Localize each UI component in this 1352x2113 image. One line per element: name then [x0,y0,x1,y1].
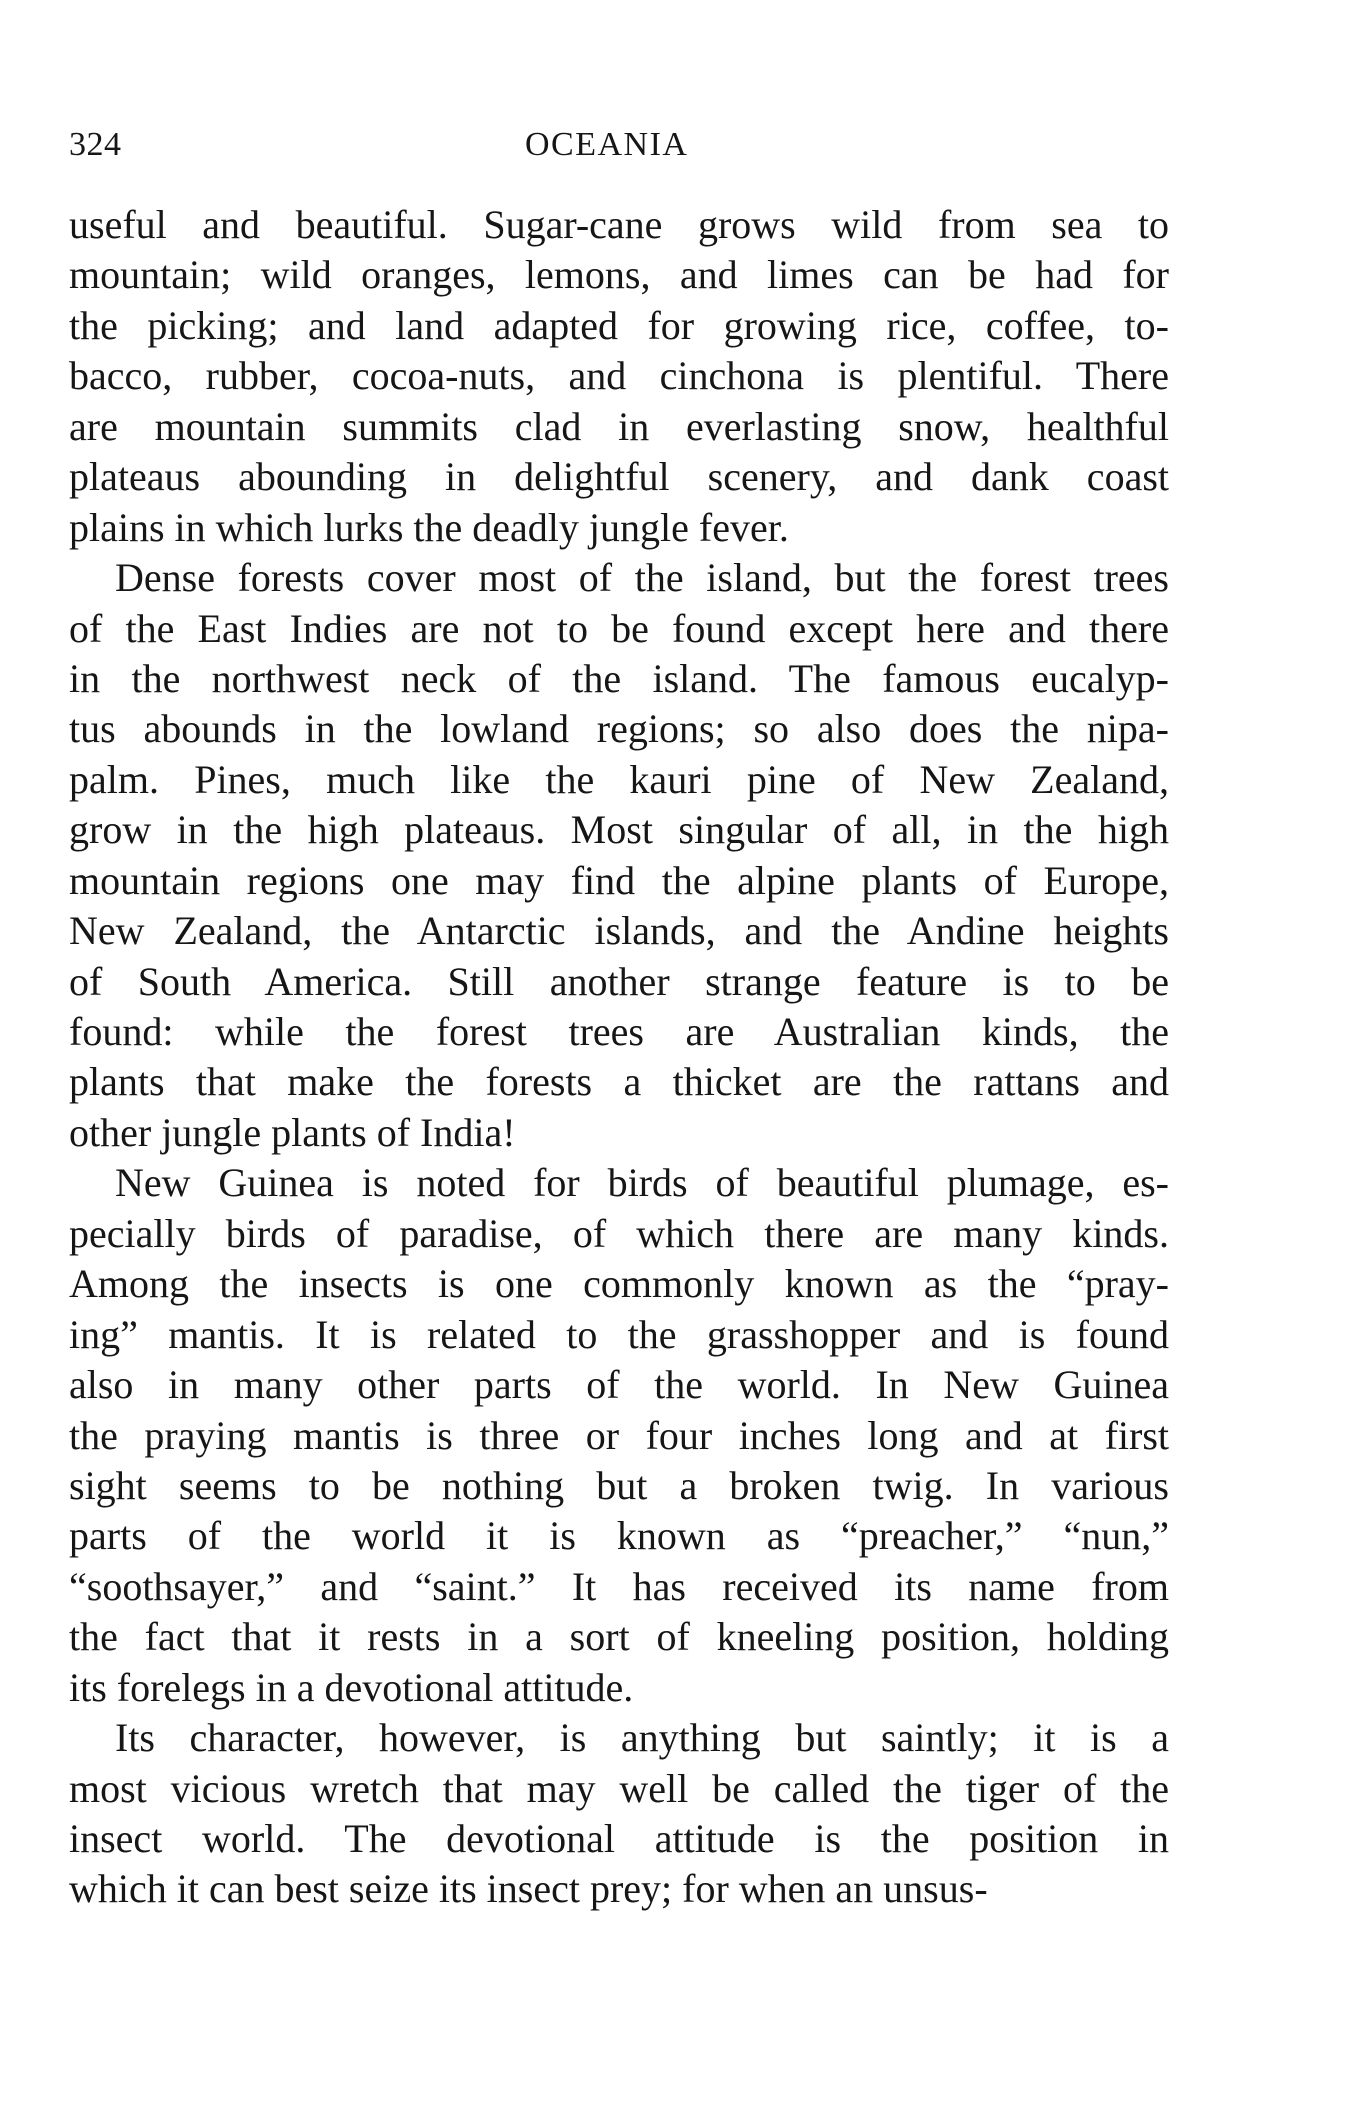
text-line: insect world. The devotional attitude is the position in [69,1816,1169,1861]
text-line: the praying mantis is three or four inches long and at first [69,1412,1169,1458]
text-line: also in many other parts of the world. In New Guinea [69,1362,1169,1408]
text-line: plateaus abounding in delightful scenery, and dank coast [69,454,1169,500]
text-line: grow in the high plateaus. Most singular of all, in the high [69,807,1169,853]
text-line: other jungle plants of India! [69,1109,516,1155]
text-line: mountain; wild oranges, lemons, and limes can be had for [69,252,1169,298]
text-line: of the East Indies are not to be found except here and there [69,605,1169,651]
running-title: OCEANIA [525,126,689,163]
body-text [69,200,1169,1915]
paragraph [69,200,1169,553]
text-line: Among the insects is one commonly known as the “pray- [69,1261,1169,1307]
text-line: plants that make the forests a thicket are the rattans and [69,1059,1169,1105]
text-line: parts of the world it is known as “preacher,” “nun,” [69,1513,1169,1559]
page-header [69,122,1169,168]
paragraph [69,1158,1169,1713]
text-line: Dense forests cover most of the island, but the forest trees [115,555,1169,601]
paragraph [69,553,1169,1158]
text-line: the fact that it rests in a sort of kneeling position, holding [69,1614,1169,1660]
text-line: bacco, rubber, cocoa-nuts, and cinchona is plentiful. There [69,353,1169,399]
text-line: useful and beautiful. Sugar-cane grows wild from sea to [69,202,1169,247]
text-line: ing” mantis. It is related to the grasshopper and is found [69,1311,1169,1357]
text-line: Its character, however, is anything but saintly; it is a [115,1715,1169,1761]
text-line: its forelegs in a devotional attitude. [69,1664,634,1710]
text-line: “soothsayer,” and “saint.” It has received its name from [69,1563,1169,1609]
text-line: pecially birds of paradise, of which there are many kinds. [69,1210,1169,1256]
text-line: most vicious wretch that may well be called the tiger of the [69,1765,1169,1811]
text-line: plains in which lurks the deadly jungle fever. [69,504,789,550]
text-line: in the northwest neck of the island. The famous eucalyp- [69,655,1169,701]
text-line: which it can best seize its insect prey; for when an unsus- [69,1866,988,1912]
text-line: sight seems to be nothing but a broken twig. In various [69,1462,1169,1508]
text-line: of South America. Still another strange feature is to be [69,958,1169,1004]
text-line: tus abounds in the lowland regions; so also does the nipa- [69,706,1169,752]
paragraph [69,1713,1169,1915]
page-number: 324 [69,126,122,163]
text-line: the picking; and land adapted for growing rice, coffee, to- [69,302,1169,348]
text-line: mountain regions one may find the alpine plants of Europe, [69,857,1169,903]
text-line: New Zealand, the Antarctic islands, and the Andine heights [69,908,1169,954]
text-line: New Guinea is noted for birds of beautiful plumage, es- [115,1160,1169,1206]
text-line: palm. Pines, much like the kauri pine of New Zealand, [69,756,1169,802]
text-line: are mountain summits clad in everlasting snow, healthful [69,403,1169,449]
text-line: found: while the forest trees are Australian kinds, the [69,1009,1169,1054]
